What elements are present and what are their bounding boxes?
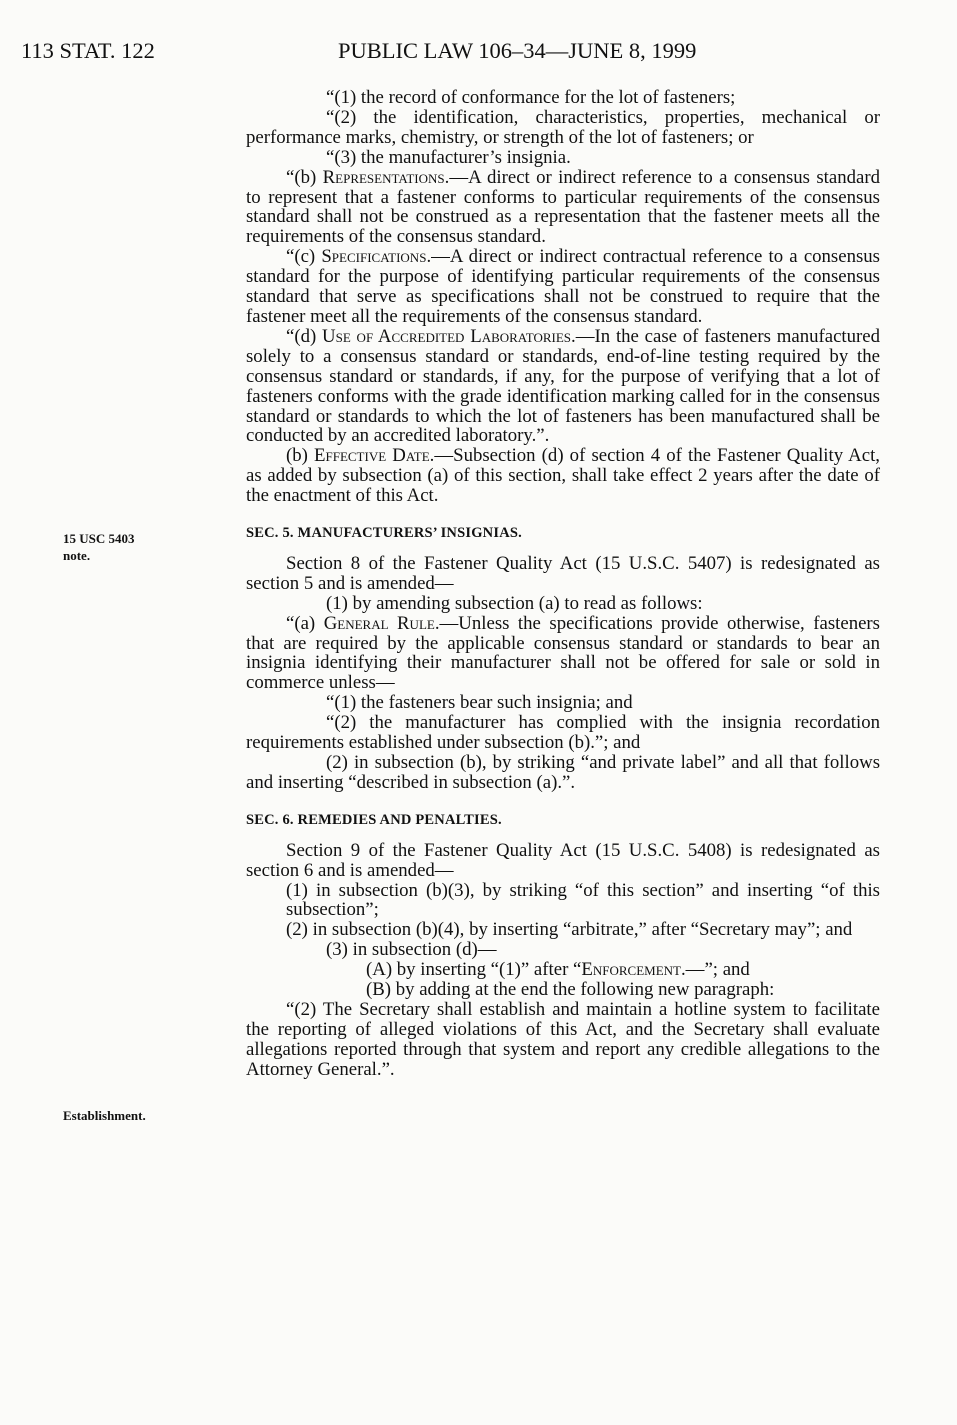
margin-note-usc (63, 530, 135, 564)
section-6-intro: Section 9 of the Fastener Quality Act (15 U.S.C. 5408) is redesignated as section 6 and is amended— (246, 839, 880, 881)
item-3A-open: (A) by inserting “(1)” after “ (366, 959, 582, 981)
margin-note-usc-line2: note. (63, 548, 91, 563)
paragraph-2: “(2) the identification, characteristics, properties, mechanical or performance marks, chemistry, or strength of the lot of fasteners; or (246, 106, 880, 148)
section-5-item-2: (2) in subsection (b), by striking “and private label” and all that follows and inserting “described in subsection (a).”. (246, 752, 880, 793)
page-number-stat: 113 STAT. 122 (21, 38, 155, 63)
section-6-item-2: (2) in subsection (b)(4), by inserting “arbitrate,” after “Secretary may”; and (286, 919, 853, 941)
margin-note-usc-line1: 15 USC 5403 (63, 531, 135, 546)
section-5-item-1: (1) by amending subsection (a) to read as follows: (326, 592, 703, 614)
paragraph-1: “(1) the record of conformance for the lot of fasteners; (326, 87, 736, 108)
section-6-item-3B: (B) by adding at the end the following new paragraph: (366, 979, 775, 1001)
subsection-b (246, 168, 880, 248)
general-rule-text: .—Unless the specifications provide otherwise, fasteners that are required by the applicable consensus standard or standards to bear an insignia identifying their manufacturer shall not be offered for sale or sold in commerce unless— (246, 612, 880, 694)
subsection-b-heading: Representations (322, 166, 445, 188)
general-rule-heading: General Rule (323, 612, 435, 634)
section-6-quote: “(2) The Secretary shall establish and maintain a hotline system to facilitate the reporting of alleged violations of this Act, and the Secretary shall evaluate allegations reported through that system and report any credible allegations to the Attorney General.”. (246, 998, 880, 1080)
margin-note-establishment: Establishment. (63, 1108, 146, 1123)
subsection-effective-date (246, 446, 880, 506)
subsection-d-text: .—In the case of fasteners manufactured solely to a consensus standard or standards, end-of-line testing required by the consensus standard or standards, if any, for the purpose of verifying that a lot of fasteners conforms with the grade identification marking called for in the consensus standard or standards to which the lot of fasteners has been manufactured shall be conducted by an accredited laboratory.”. (246, 325, 880, 447)
paragraph-3: “(3) the manufacturer’s insignia. (326, 146, 571, 168)
subsection-c-text: .—A direct or indirect contractual reference to a consensus standard for the purpose of identifying particular requirements of the consensus standard that serve as specifications shall not be construed to require that the fastener meet all the requirements of the consensus standard. (246, 246, 880, 327)
section-6-item-3: (3) in subsection (d)— (326, 939, 497, 961)
body-text (246, 88, 880, 1080)
effective-date-text: .—Subsection (d) of section 4 of the Fastener Quality Act, as added by subsection (a) of this section, shall take effect 2 years after the date of the enactment of this Act. (246, 445, 880, 507)
item-3A-enforcement: Enforcement (581, 959, 681, 981)
section-6-item-1: (1) in subsection (b)(3), by striking “of this section” and inserting “of this subsection”; (286, 879, 880, 921)
general-rule-open: “(a) (286, 612, 324, 634)
effective-date-open: (b) (286, 445, 315, 467)
subsection-b-text: .—A direct or indirect reference to a consensus standard to represent that a fastener conforms to particular requirements of the consensus standard shall not be construed as a representation that the fastener meets all the requirements of the consensus standard. (246, 166, 881, 248)
subsection-b-open: “(b) (286, 166, 323, 188)
item-3A-close: .—”; and (680, 959, 750, 981)
section-6-heading: SEC. 6. REMEDIES AND PENALTIES. (246, 811, 502, 828)
subsection-c-heading: Specifications (321, 246, 427, 268)
subsection-c (246, 247, 880, 327)
section-5-intro: Section 8 of the Fastener Quality Act (15 U.S.C. 5407) is redesignated as section 5 and is amended— (246, 552, 880, 594)
subsection-d (246, 327, 880, 446)
running-header: PUBLIC LAW 106–34—JUNE 8, 1999 (338, 38, 697, 63)
subsection-d-heading: Use of Accredited Laboratories (322, 325, 572, 347)
section-5-rule-2: “(2) the manufacturer has complied with the insignia recordation requirements established under subsection (b).”; and (246, 712, 880, 754)
section-6-item-3A (246, 960, 880, 980)
effective-date-heading: Effective Date (314, 445, 430, 467)
section-5-heading: SEC. 5. MANUFACTURERS’ INSIGNIAS. (246, 525, 522, 542)
subsection-d-open: “(d) (286, 325, 323, 347)
section-5-general-rule (246, 614, 880, 694)
subsection-c-open: “(c) (286, 246, 322, 268)
section-5-rule-1: “(1) the fasteners bear such insignia; and (326, 692, 633, 714)
